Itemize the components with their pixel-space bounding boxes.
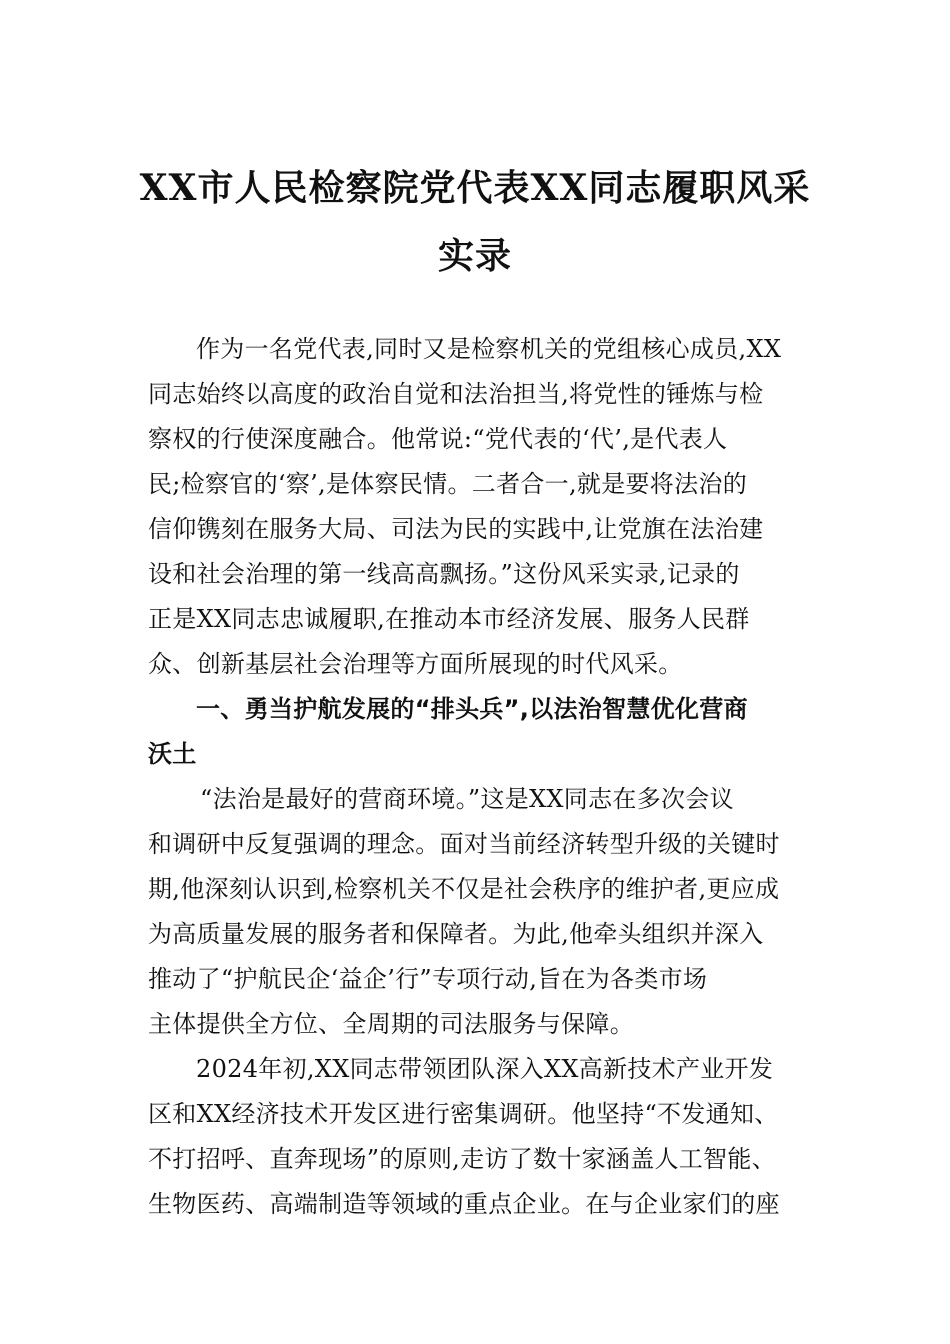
paragraph-line: 2024年初,XX同志带领团队深入XX高新技术产业开发	[196, 1055, 774, 1083]
paragraph-line: 区和XX经济技术开发区进行密集调研。他坚持“不发通知、	[148, 1100, 779, 1128]
paragraph-line: 为高质量发展的服务者和保障者。为此,他牵头组织并深入	[148, 920, 764, 948]
section-heading: 沃土	[148, 740, 197, 768]
paragraph-line: 生物医药、高端制造等领域的重点企业。在与企业家们的座	[148, 1190, 780, 1218]
section-heading: 一、勇当护航发展的“排头兵”,以法治智慧优化营商	[196, 695, 748, 723]
paragraph-line: 推动了“护航民企‘益企’行”专项行动,旨在为各类市场	[148, 965, 708, 993]
paragraph-line: 同志始终以高度的政治自觉和法治担当,将党性的锤炼与检	[148, 380, 764, 408]
paragraph-line: 察权的行使深度融合。他常说:“党代表的‘代’,是代表人	[148, 425, 728, 453]
paragraph-line: 正是XX同志忠诚履职,在推动本市经济发展、服务人民群	[148, 605, 750, 633]
paragraph-line: 期,他深刻认识到,检察机关不仅是社会秩序的维护者,更应成	[148, 875, 780, 903]
paragraph-line: 不打招呼、直奔现场”的原则,走访了数十家涵盖人工智能、	[148, 1145, 776, 1173]
paragraph-line: 民;检察官的‘察’,是体察民情。二者合一,就是要将法治的	[148, 470, 747, 498]
document-title-line-1: XX市人民检察院党代表XX同志履职风采	[139, 167, 811, 209]
paragraph-line: “法治是最好的营商环境。”这是XX同志在多次会议	[200, 785, 734, 813]
paragraph-line: 和调研中反复强调的理念。面对当前经济转型升级的关键时	[148, 830, 780, 858]
paragraph-line: 设和社会治理的第一线高高飘扬。”这份风采实录,记录的	[148, 560, 740, 588]
paragraph-line: 众、创新基层社会治理等方面所展现的时代风采。	[148, 650, 683, 678]
paragraph-line: 主体提供全方位、全周期的司法服务与保障。	[148, 1010, 634, 1038]
paragraph-line: 信仰镌刻在服务大局、司法为民的实践中,让党旗在法治建	[148, 515, 764, 543]
paragraph-line: 作为一名党代表,同时又是检察机关的党组核心成员,XX	[196, 335, 782, 363]
document-title-line-2: 实录	[437, 235, 512, 277]
